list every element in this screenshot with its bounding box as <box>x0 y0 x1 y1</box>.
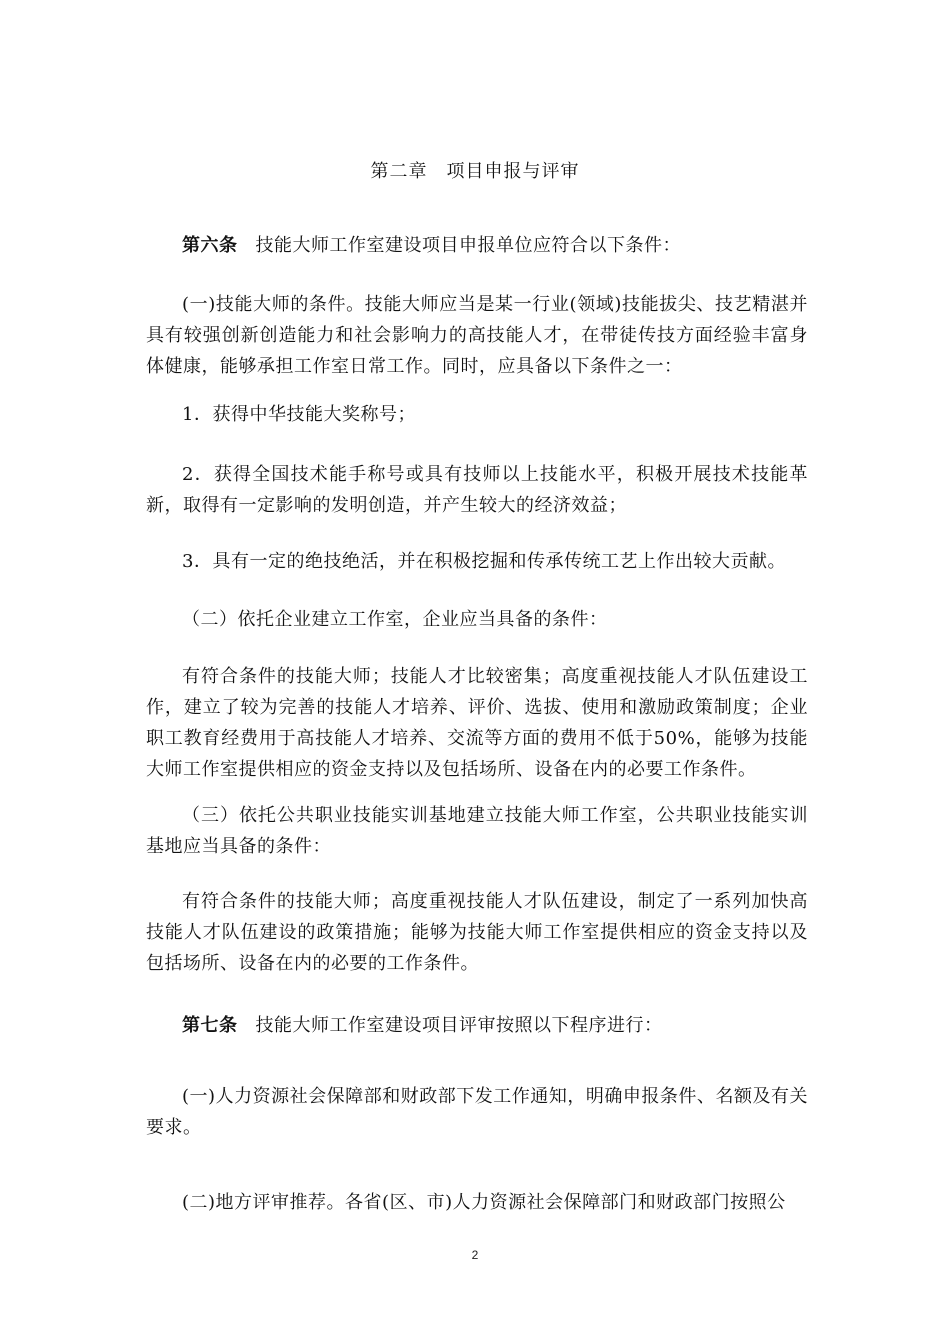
paragraph-training-base-heading: （三）依托公共职业技能实训基地建立技能大师工作室，公共职业技能实训基地应当具备的条件： <box>146 805 808 857</box>
paragraph-notice: (一)人力资源社会保障部和财政部下发工作通知，明确申报条件、名额及有关要求。 <box>146 1086 808 1138</box>
paragraph-enterprise-heading: （二）依托企业建立工作室，企业应当具备的条件： <box>182 609 608 630</box>
article-7-text: 技能大师工作室建设项目评审按照以下程序进行： <box>255 1015 663 1036</box>
page-number: 2 <box>471 1248 479 1262</box>
article-6-label: 第六条 <box>182 235 238 256</box>
article-7-label: 第七条 <box>182 1015 238 1036</box>
list-item-2: 2．获得全国技术能手称号或具有技师以上技能水平，积极开展技术技能革新，取得有一定影响的发明创造，并产生较大的经济效益； <box>146 464 808 516</box>
paragraph-local-review: (二)地方评审推荐。各省(区、市)人力资源社会保障部门和财政部门按照公 <box>182 1192 786 1213</box>
article-6-text: 技能大师工作室建设项目申报单位应符合以下条件： <box>255 235 681 256</box>
list-item-3: 3．具有一定的绝技绝活，并在积极挖掘和传承传统工艺上作出较大贡献。 <box>182 551 786 572</box>
paragraph-enterprise-conditions: 有符合条件的技能大师；技能人才比较密集；高度重视技能人才队伍建设工作，建立了较为完善的技能人才培养、评价、选拔、使用和激励政策制度；企业职工教育经费用于高技能人才培养、交流等方面的费用不低于50%，能够为技能大师工作室提供相应的资金支持以及包括场所、设备在内的必要工作条件。 <box>146 666 808 780</box>
article-7-heading <box>146 1010 808 1041</box>
paragraph-training-base-conditions: 有符合条件的技能大师；高度重视技能人才队伍建设，制定了一系列加快高技能人才队伍建设的政策措施；能够为技能大师工作室提供相应的资金支持以及包括场所、设备在内的必要的工作条件。 <box>146 891 808 974</box>
paragraph-master-conditions: (一)技能大师的条件。技能大师应当是某一行业(领域)技能拔尖、技艺精湛并具有较强创新创造能力和社会影响力的高技能人才，在带徒传技方面经验丰富身体健康，能够承担工作室日常工作。同时，应具备以下条件之一： <box>146 294 808 377</box>
chapter-title: 第二章 项目申报与评审 <box>370 161 580 182</box>
list-item-1: 1．获得中华技能大奖称号； <box>182 404 416 425</box>
article-6-heading <box>146 230 808 261</box>
